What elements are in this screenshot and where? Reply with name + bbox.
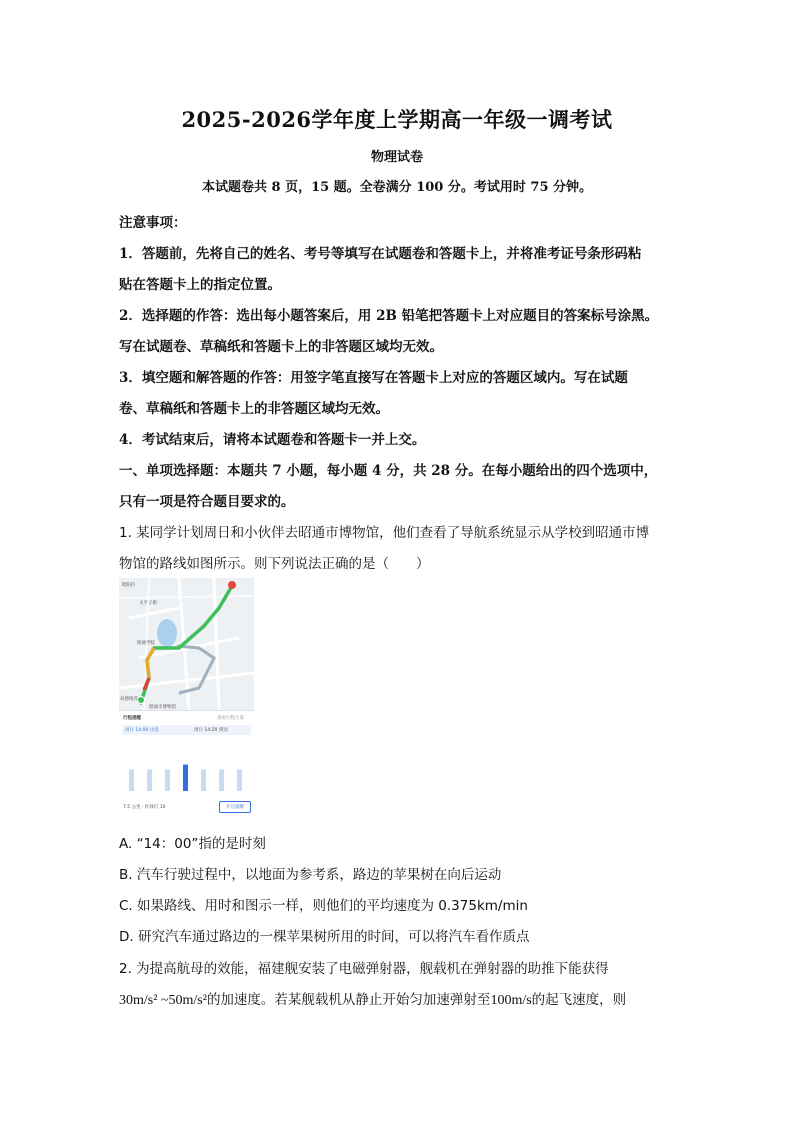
note-line: 3．填空题和解答题的作答：用签字笔直接写在答题卡上对应的答题区域内。写在试题 (119, 370, 628, 386)
navigation-screenshot (119, 578, 254, 818)
note-line: 卷、草稿纸和答题卡上的非答题区域均无效。 (119, 401, 389, 417)
question-1-stem-cont: 物馆的路线如图所示。则下列说法正确的是（ ） (119, 556, 430, 572)
time-bar[interactable] (183, 765, 188, 791)
note-line: 4．考试结束后，请将本试题卷和答题卡一并上交。 (119, 432, 426, 448)
section-heading-cont: 只有一项是符合题目要求的。 (119, 494, 295, 510)
question-2-stem-cont: 30m/s² ~50m/s²的加速度。若某舰载机从静止开始匀加速弹射至100m/s的起飞速度，则 (119, 992, 627, 1008)
time-bars (119, 739, 254, 795)
time-bar[interactable] (147, 769, 152, 791)
question-2-stem: 2. 为提高航母的效能，福建舰安装了电磁弹射器，舰载机在弹射器的助推下能获得 (119, 961, 609, 977)
time-bar[interactable] (201, 769, 206, 791)
note-line: 写在试题卷、草稿纸和答题卡上的非答题区域均无效。 (119, 339, 443, 355)
arrive-time: 周日 14:20 到达 (194, 728, 228, 733)
map-label: 昭通学院 (137, 641, 155, 646)
option-d: D. 研究汽车通过路边的一棵苹果树所用的时间，可以将汽车看作质点 (119, 929, 530, 945)
map-label: 昭通市博物馆 (149, 705, 176, 710)
option-c: C. 如果路线、用时和图示一样，则他们的平均速度为 0.375km/min (119, 898, 528, 914)
time-bar[interactable] (165, 769, 170, 791)
map-label: 太平子街 (139, 601, 157, 606)
subject-subtitle: 物理试卷 (370, 150, 423, 165)
remind-button[interactable]: 开启提醒 (219, 801, 251, 813)
page-title: 2025-2026学年度上学期高一年级一调考试 (181, 107, 613, 132)
depart-time[interactable]: 周日 14:00 出发 (125, 728, 159, 733)
map-label: 昭阳区 (122, 583, 136, 588)
time-bar[interactable] (129, 769, 134, 791)
acceleration-range: 30m/s² ~50m/s² (119, 993, 207, 1008)
time-bar[interactable] (219, 769, 224, 791)
trip-panel (119, 710, 254, 818)
notes-heading: 注意事项： (119, 215, 187, 231)
plan-link[interactable]: 查看行程方案 (217, 716, 244, 721)
option-a: A. “14：00”指的是时刻 (119, 836, 266, 852)
takeoff-speed: 100m/s (490, 993, 532, 1008)
option-b: B. 汽车行驶过程中，以地面为参考系，路边的苹果树在向后运动 (119, 867, 502, 883)
exam-info: 本试题卷共 8 页，15 题。全卷满分 100 分。考试用时 75 分钟。 (201, 180, 593, 195)
route-map (119, 578, 254, 710)
time-bar[interactable] (237, 769, 242, 791)
map-label: 高德推荐 (120, 697, 138, 702)
note-line: 贴在答题卡上的指定位置。 (119, 277, 281, 293)
section-heading: 一、单项选择题：本题共 7 小题，每小题 4 分，共 28 分。在每小题给出的四个选项中， (119, 463, 658, 479)
question-1-stem: 1. 某同学计划周日和小伙伴去昭通市博物馆，他们查看了导航系统显示从学校到昭通市博 (119, 525, 650, 541)
note-line: 2．选择题的作答：选出每小题答案后，用 2B 铅笔把答题卡上对应题目的答案标号涂黑。 (119, 308, 659, 324)
trip-summary: 7.5 公里 · 红绿灯 10 (123, 805, 166, 810)
note-line: 1．答题前，先将自己的姓名、考号等填写在试题卷和答题卡上，并将准考证号条形码粘 (119, 246, 642, 262)
plan-title: 行程提醒 (123, 716, 141, 721)
